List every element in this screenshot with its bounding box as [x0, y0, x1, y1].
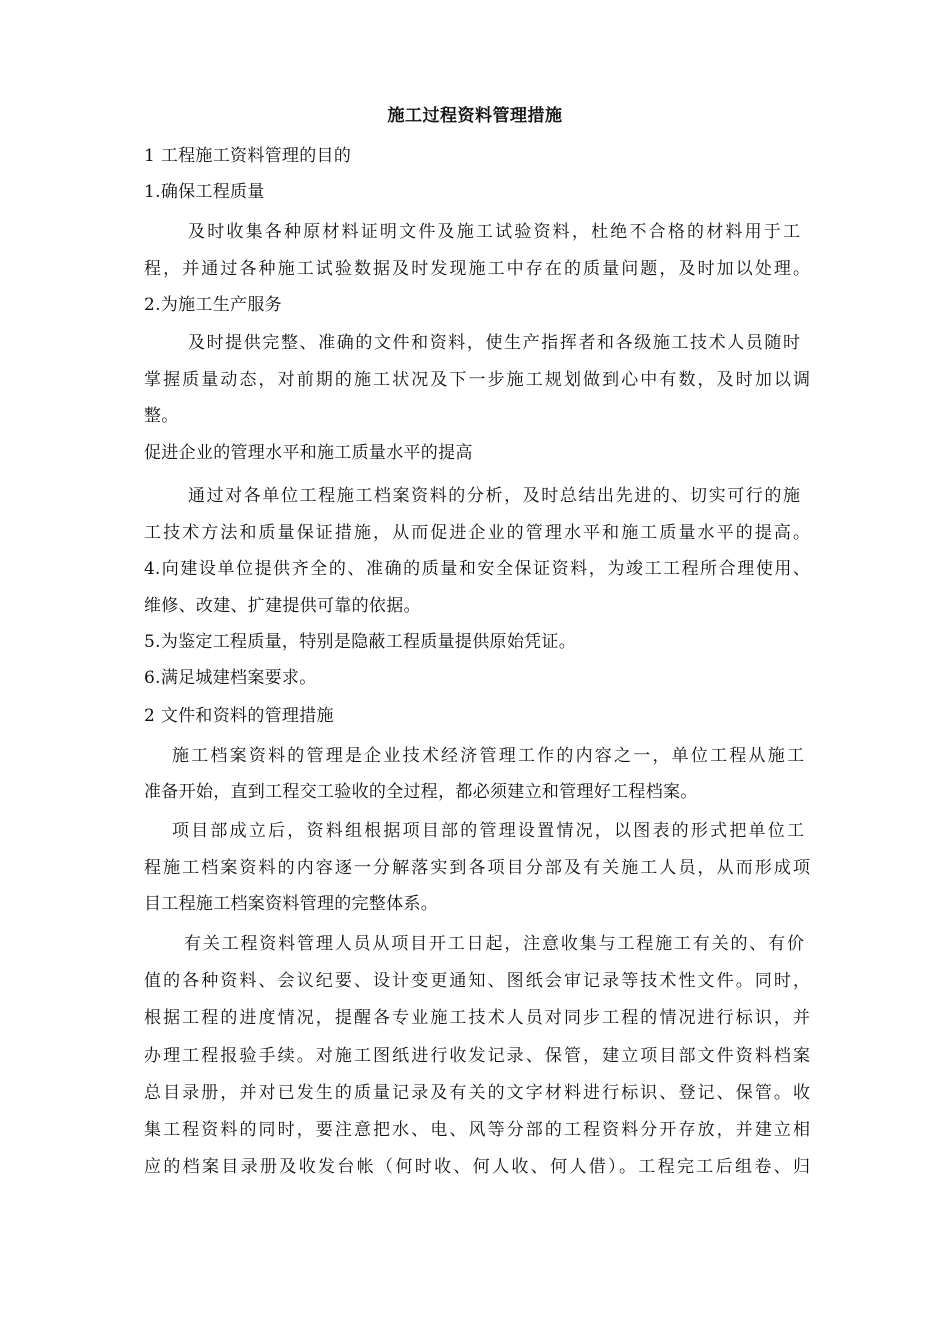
paragraph-line: 程施工档案资料的内容逐一分解落实到各项目分部及有关施工人员，从而形成项 — [144, 858, 810, 878]
paragraph-line: 及时提供完整、准确的文件和资料，使生产指挥者和各级施工技术人员随时 — [188, 333, 800, 353]
paragraph-line: 4.向建设单位提供齐全的、准确的质量和安全保证资料，为竣工工程所合理使用、 — [144, 559, 810, 579]
paragraph-line: 有关工程资料管理人员从项目开工日起，注意收集与工程施工有关的、有价 — [184, 934, 804, 954]
paragraph-line: 工技术方法和质量保证措施，从而促进企业的管理水平和施工质量水平的提高。 — [144, 523, 810, 543]
paragraph-line: 准备开始，直到工程交工验收的全过程，都必须建立和管理好工程档案。 — [144, 782, 698, 802]
paragraph-line: 根据工程的进度情况，提醒各专业施工技术人员对同步工程的情况进行标识，并 — [144, 1008, 810, 1028]
paragraph-line: 维修、改建、扩建提供可靠的依据。 — [144, 596, 421, 616]
subheading-2: 2.为施工生产服务 — [144, 295, 282, 315]
document-title: 施工过程资料管理措施 — [387, 106, 563, 126]
paragraph-line: 施工档案资料的管理是企业技术经济管理工作的内容之一，单位工程从施工 — [172, 746, 804, 766]
heading-section-1: 1 工程施工资料管理的目的 — [144, 146, 352, 166]
paragraph-line: 应的档案目录册及收发台帐（何时收、何人收、何人借）。工程完工后组卷、归 — [144, 1157, 810, 1177]
subheading-1: 1.确保工程质量 — [144, 182, 265, 202]
paragraph-line: 总目录册，并对已发生的质量记录及有关的文字材料进行标识、登记、保管。收 — [144, 1083, 810, 1103]
paragraph-line: 及时收集各种原材料证明文件及施工试验资料，杜绝不合格的材料用于工 — [188, 222, 800, 242]
paragraph-line: 值的各种资料、会议纪要、设计变更通知、图纸会审记录等技术性文件。同时， — [144, 971, 810, 991]
paragraph-line: 通过对各单位工程施工档案资料的分析，及时总结出先进的、切实可行的施 — [188, 486, 800, 506]
paragraph-line: 集工程资料的同时，要注意把水、电、风等分部的工程资料分开存放，并建立相 — [144, 1120, 810, 1140]
subheading-3: 促进企业的管理水平和施工质量水平的提高 — [144, 443, 473, 463]
paragraph-line: 5.为鉴定工程质量，特别是隐蔽工程质量提供原始凭证。 — [144, 632, 577, 652]
heading-section-2: 2 文件和资料的管理措施 — [144, 706, 334, 726]
paragraph-line: 项目部成立后，资料组根据项目部的管理设置情况，以图表的形式把单位工 — [172, 821, 804, 841]
paragraph-line: 办理工程报验手续。对施工图纸进行收发记录、保管，建立项目部文件资料档案 — [144, 1046, 810, 1066]
paragraph-line: 6.满足城建档案要求。 — [144, 668, 317, 688]
paragraph-line: 目工程施工档案资料管理的完整体系。 — [144, 894, 439, 914]
paragraph-line: 程，并通过各种施工试验数据及时发现施工中存在的质量问题，及时加以处理。 — [144, 259, 810, 279]
paragraph-line: 掌握质量动态，对前期的施工状况及下一步施工规划做到心中有数，及时加以调 — [144, 370, 810, 390]
paragraph-line: 整。 — [144, 406, 179, 426]
